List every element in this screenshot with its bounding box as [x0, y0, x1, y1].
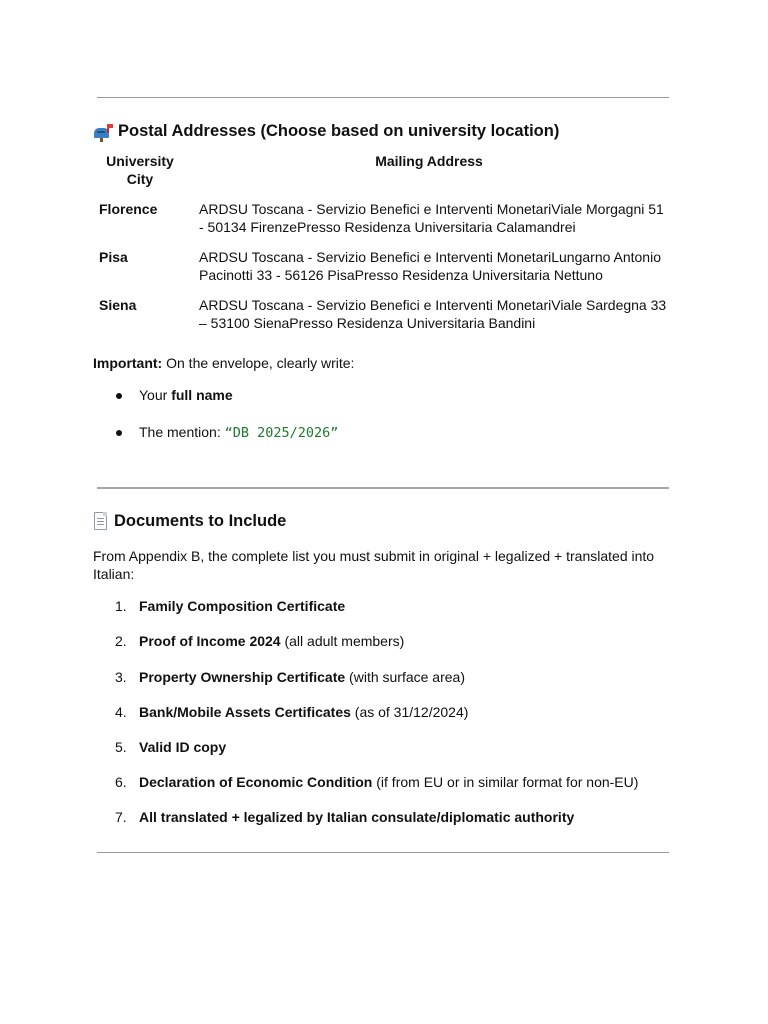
item-title: Declaration of Economic Condition — [139, 774, 373, 790]
list-number: 5. — [115, 739, 127, 755]
item-title: Proof of Income 2024 — [139, 633, 281, 649]
item-note: (as of 31/12/2024) — [350, 704, 469, 720]
mention-code: “DB 2025/2026” — [224, 425, 339, 441]
list-number: 7. — [115, 809, 127, 825]
document-icon — [93, 512, 109, 531]
list-number: 6. — [115, 774, 127, 790]
address-cell: ARDSU Toscana - Servizio Benefici e Interventi MonetariViale Morgagni 51 - 50134 FirenzePresso Residenza Universitaria Calamandrei — [199, 201, 664, 235]
mailbox-icon — [93, 123, 113, 141]
documents-heading-text: Documents to Include — [114, 512, 287, 530]
list-number: 3. — [115, 669, 127, 685]
postal-heading — [93, 122, 559, 141]
divider — [97, 97, 669, 98]
item-note: (if from EU or in similar format for non-EU) — [372, 774, 639, 790]
address-cell: ARDSU Toscana - Servizio Benefici e Interventi MonetariLungarno Antonio Pacinotti 33 - 56126 PisaPresso Residenza Universitaria Nettuno — [199, 249, 661, 283]
city-cell: Florence — [99, 201, 158, 217]
postal-heading-text: Postal Addresses (Choose based on university location) — [118, 122, 560, 140]
bullet-icon — [116, 393, 122, 399]
city-cell: Pisa — [99, 249, 128, 265]
item-title: Valid ID copy — [139, 739, 227, 755]
list-number: 2. — [115, 633, 127, 649]
table-header-row — [93, 152, 671, 200]
address-cell: ARDSU Toscana - Servizio Benefici e Interventi MonetariViale Sardegna 33 – 53100 SienaPresso Residenza Universitaria Bandini — [199, 297, 667, 331]
column-header-city: University City — [106, 153, 174, 187]
documents-intro: From Appendix B, the complete list you must submit in original + legalized + translated into Italian: — [93, 548, 655, 582]
bullet-icon — [116, 430, 122, 436]
divider — [97, 487, 669, 489]
table-row — [93, 200, 671, 248]
bullet-text: Your — [139, 387, 172, 403]
item-title: Property Ownership Certificate — [139, 669, 346, 685]
bullet-text: The mention: — [139, 424, 225, 440]
item-note: (all adult members) — [280, 633, 405, 649]
column-header-address: Mailing Address — [375, 153, 483, 169]
documents-heading — [93, 512, 286, 531]
list-number: 1. — [115, 598, 127, 614]
address-table — [93, 152, 671, 344]
important-note — [93, 354, 671, 372]
important-text: On the envelope, clearly write: — [162, 355, 355, 371]
divider — [97, 852, 669, 853]
important-label: Important: — [93, 355, 163, 371]
table-row — [93, 296, 671, 344]
city-cell: Siena — [99, 297, 137, 313]
item-title: Family Composition Certificate — [139, 598, 346, 614]
bullet-bold-text: full name — [171, 387, 233, 403]
item-note: (with surface area) — [345, 669, 465, 685]
item-title: All translated + legalized by Italian consulate/diplomatic authority — [139, 809, 575, 825]
list-number: 4. — [115, 704, 127, 720]
table-row — [93, 248, 671, 296]
item-title: Bank/Mobile Assets Certificates — [139, 704, 351, 720]
